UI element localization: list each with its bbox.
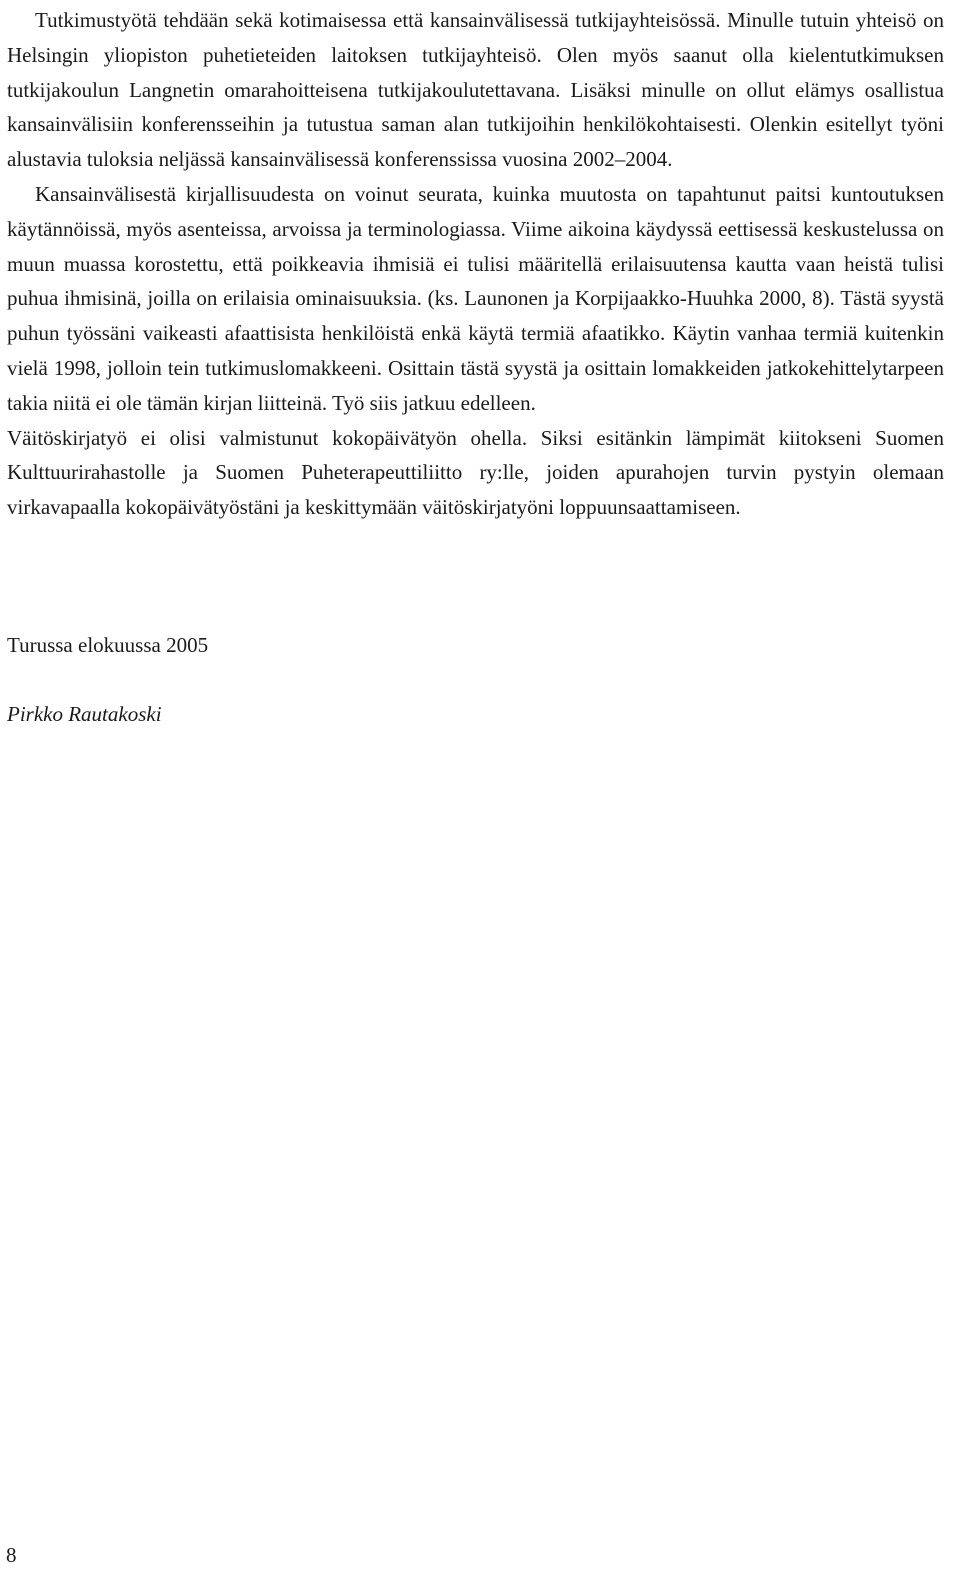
paragraph-acknowledgements: Väitöskirjatyö ei olisi valmistunut kokopäivätyön ohella. Siksi esitänkin lämpimät kiitokseni Suomen Kulttuurirahastolle ja Suomen Puheterapeuttiliitto ry:lle, joiden apurahojen turvin pystyin olemaan virkavapaalla kokopäivätyöstäni ja keskittymään väitöskirjatyöni loppuunsaattamiseen. [7, 425, 944, 520]
place-and-date: Turussa elokuussa 2005 [7, 633, 209, 657]
page-number: 8 [6, 1543, 17, 1567]
paragraph-terminology: Kansainvälisestä kirjallisuudesta on voinut seurata, kuinka muutosta on tapahtunut paitsi kuntoutuksen käytännöissä, myös asenteissa, arvoissa ja terminologiassa. Viime aikoina käydyssä eettisessä keskustelussa on muun muassa korostettu, että poikkeavia ihmisiä ei tulisi määritellä erilaisuutensa kautta vaan heistä tulisi puhua ihmisinä, joilla on erilaisia ominaisuuksia. (ks. Launonen ja Korpijaakko-Huuhka 2000, 8). Tästä syystä puhun työssäni vaikeasti afaattisista henkilöistä enkä käytä termiä afaatikko. Käytin vanhaa termiä kuitenkin vielä 1998, jolloin tein tutkimuslomakkeeni. Osittain tästä syystä ja osittain lomakkeiden jatkokehittelytarpeen takia niitä ei ole tämän kirjan liitteinä. Työ siis jatkuu edelleen. [7, 181, 944, 415]
author-signature: Pirkko Rautakoski [7, 702, 162, 726]
paragraph-research-community: Tutkimustyötä tehdään sekä kotimaisessa että kansainvälisessä tutkijayhteisössä. Minulle tutuin yhteisö on Helsingin yliopiston puhetieteiden laitoksen tutkijayhteisö. Olen myös saanut olla kielentutkimuksen tutkijakoulun Langnetin omarahoitteisena tutkijakoulutettavana. Lisäksi minulle on ollut elämys osallistua kansainvälisiin konferensseihin ja tutustua saman alan tutkijoihin henkilökohtaisesti. Olenkin esitellyt työni alustavia tuloksia neljässä kansainvälisessä konferenssissa vuosina 2002–2004. [7, 8, 944, 172]
body-text [7, 3, 944, 525]
